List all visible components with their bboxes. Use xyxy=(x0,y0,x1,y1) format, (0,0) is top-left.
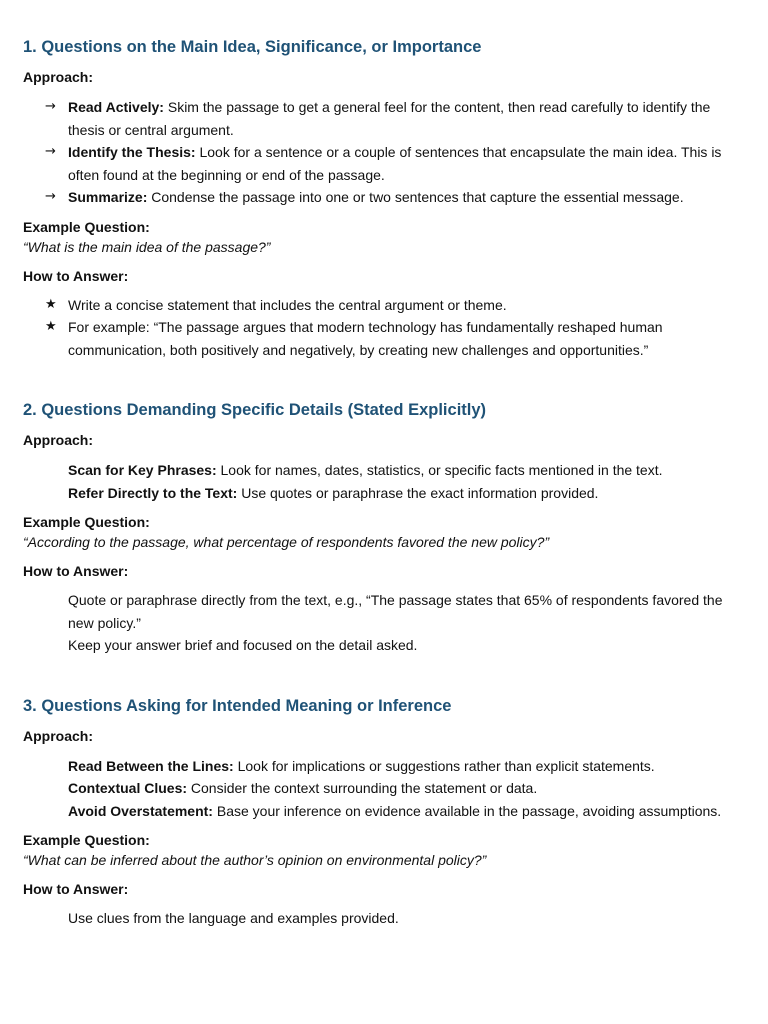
example-label: Example Question: xyxy=(23,218,150,235)
list-item xyxy=(23,907,744,930)
item-bold: Avoid Overstatement: xyxy=(68,802,213,819)
how-to-answer-label: How to Answer: xyxy=(23,563,129,579)
star-icon: ★ xyxy=(45,296,57,312)
item-bold: Read Actively: xyxy=(68,99,164,115)
item-text: Keep your answer brief and focused on the detail asked. xyxy=(68,637,418,653)
item-bold: Read Between the Lines: xyxy=(68,757,234,774)
example-question: “What can be inferred about the author’s opinion on environmental policy?” xyxy=(23,852,487,868)
list-item xyxy=(23,96,744,141)
section-heading: 3. Questions Asking for Intended Meaning or Inference xyxy=(23,696,452,715)
item-text: Use quotes or paraphrase the exact information provided. xyxy=(237,484,599,501)
item-bold: Refer Directly to the Text: xyxy=(68,484,238,501)
list-item xyxy=(23,316,744,361)
section-inference xyxy=(23,695,744,930)
section-heading: 1. Questions on the Main Idea, Significance, or Importance xyxy=(23,38,482,56)
list-item xyxy=(23,141,744,186)
item-bold: Scan for Key Phrases: xyxy=(68,462,217,478)
item-bold: Contextual Clues: xyxy=(68,780,188,796)
list-item xyxy=(23,459,744,482)
list-item xyxy=(23,482,744,505)
how-list xyxy=(23,589,744,657)
list-item xyxy=(23,755,744,778)
example-label: Example Question: xyxy=(23,514,150,530)
item-text: Consider the context surrounding the statement or data. xyxy=(187,780,538,796)
section-main-idea xyxy=(23,36,744,361)
example-question: “According to the passage, what percentage of respondents favored the new policy?” xyxy=(23,534,550,550)
list-item xyxy=(23,294,744,317)
star-icon: ★ xyxy=(45,319,57,334)
item-bold: Summarize: xyxy=(68,189,148,205)
section-heading: 2. Questions Demanding Specific Details (Stated Explicitly) xyxy=(23,401,487,419)
approach-label: Approach: xyxy=(23,69,93,85)
arrow-icon: → xyxy=(45,99,56,114)
how-list xyxy=(23,294,744,362)
item-text: Look for names, dates, statistics, or specific facts mentioned in the text. xyxy=(216,462,663,478)
list-item xyxy=(23,800,744,823)
item-text: Base your inference on evidence available in the passage, avoiding assumptions. xyxy=(212,802,722,819)
item-text: Write a concise statement that includes the central argument or theme. xyxy=(68,296,507,313)
item-text: Look for implications or suggestions rather than explicit statements. xyxy=(233,757,655,774)
item-text: Skim the passage to get a general feel for the content, then read carefully to identify the thesis or central argument. xyxy=(68,99,711,138)
item-text: Quote or paraphrase directly from the text, e.g., “The passage states that 65% of respondents favored the new policy.” xyxy=(68,592,723,631)
approach-list xyxy=(23,459,744,504)
approach-label: Approach: xyxy=(23,727,93,744)
example-question: “What is the main idea of the passage?” xyxy=(23,238,271,255)
how-list xyxy=(23,907,744,930)
list-item xyxy=(23,777,744,800)
approach-list xyxy=(23,96,744,209)
section-specific-details xyxy=(23,399,744,657)
arrow-icon: → xyxy=(45,144,56,159)
how-to-answer-label: How to Answer: xyxy=(23,881,129,897)
item-text: Condense the passage into one or two sentences that capture the essential message. xyxy=(147,189,684,205)
example-label: Example Question: xyxy=(23,832,150,848)
item-text: Use clues from the language and examples provided. xyxy=(68,910,399,926)
list-item xyxy=(23,186,744,209)
arrow-icon: → xyxy=(45,189,56,204)
how-to-answer-label: How to Answer: xyxy=(23,267,129,284)
list-item xyxy=(23,589,744,634)
list-item xyxy=(23,634,744,657)
item-bold: Identify the Thesis: xyxy=(68,144,196,160)
approach-label: Approach: xyxy=(23,432,93,448)
approach-list xyxy=(23,755,744,823)
item-text: Look for a sentence or a couple of sentences that encapsulate the main idea. This is often found at the beginning or end of the passage. xyxy=(68,144,722,183)
item-text: For example: “The passage argues that modern technology has fundamentally reshaped human communication, both positively and negatively, by creating new challenges and opportunities.” xyxy=(68,319,663,358)
